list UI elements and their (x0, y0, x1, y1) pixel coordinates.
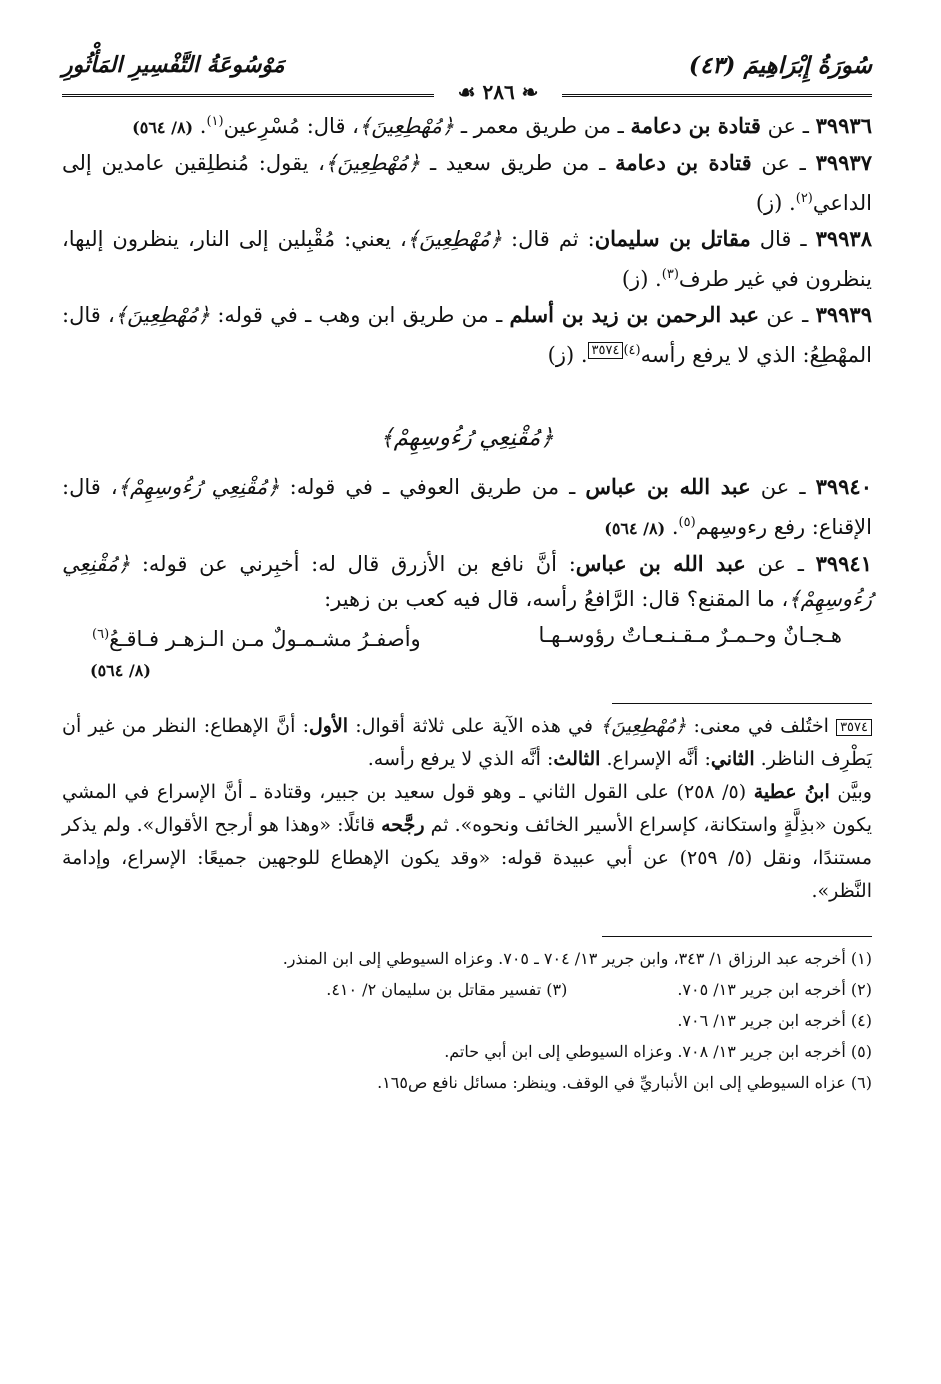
narration-pre: ـ عن (760, 114, 816, 138)
quran-quote: ﴿مُهْطِعِينَ﴾ (406, 227, 503, 251)
narration-number: ٣٩٩٣٩ (815, 302, 872, 327)
narration-text: ، قال: الإقناع: رفع رءوسِهم (62, 475, 872, 539)
narration-39936 (62, 104, 872, 145)
narration-text: ، يعني: مُقْبِلين إلى النار، ينظرون إليها، ينظرون في غير طرف (62, 227, 872, 291)
footnote-marker[interactable]: (٣) (661, 267, 679, 282)
narration-chain: ـ من طريق سعيد ـ (420, 151, 616, 175)
poem-hemistich-2-text: وأصفـرُ مشـمـولٌ مـن الـزهـر فـاقـعُ (109, 627, 421, 651)
narration-chain: ـ من طريق العوفي ـ في قوله: (279, 475, 586, 499)
footnote-4: (٤) أخرجه ابن جرير ١٣/ ٧٠٦. (677, 1011, 872, 1030)
commentary-text: : أنَّ الإهطاع: النظر من غير أن يَطْرِف الناظر. (62, 715, 872, 770)
quran-quote: ﴿مُهْطِعِينَ﴾ (114, 303, 211, 327)
footnote-row-2-3 (62, 974, 872, 1005)
footnote-1: (١) أخرجه عبد الرزاق ١/ ٣٤٣، وابن جرير ١٣/ ٧٠٤ ـ ٧٠٥. وعزاه السيوطي إلى ابن المنذر. (282, 949, 872, 968)
narration-pre: ـ عن (745, 552, 816, 576)
narrator-name: قتادة بن دعامة (615, 150, 752, 175)
section-heading: ﴿مُقْنِعِي رُءُوسِهِمْ﴾ (380, 425, 554, 451)
footnote-marker[interactable]: (٢) (795, 191, 813, 206)
footnotes (62, 943, 872, 1098)
narration-39940 (62, 469, 872, 546)
narration-number: ٣٩٩٣٧ (815, 150, 872, 175)
page-number: ❧ ٢٨٦ ☙ (457, 80, 539, 104)
header-rule-left (62, 94, 434, 97)
footnote-marker[interactable]: (٦) (92, 627, 110, 642)
quran-quote: ﴿مُهْطِعِينَ﴾ (324, 151, 421, 175)
narration-number: ٣٩٩٣٨ (815, 226, 872, 251)
narration-pre: ـ عن (750, 475, 816, 499)
footnote-3: (٣) تفسير مقاتل بن سليمان ٢/ ٤١٠. (326, 980, 568, 999)
narration-text: ، قال: المهْطِعُ: الذي لا يرفع رأسه (62, 303, 872, 367)
commentary-ref-box[interactable]: ٣٥٧٤ (588, 342, 624, 359)
opinion-label: الثاني (710, 748, 755, 770)
poem-verse (62, 617, 872, 657)
narration-pre: ـ عن (751, 151, 816, 175)
narration-chain: : أنَّ نافع بن الأزرق قال له: أخبِرني عن قوله: (130, 552, 576, 576)
narration-pre: ـ عن (759, 303, 816, 327)
narration-tail: . (ز) (755, 191, 796, 215)
commentary-text: اختُلف في معنى: (686, 715, 837, 737)
commentary-text: وبيَّن (829, 781, 872, 803)
narration-chain: ـ من طريق معمر ـ (454, 114, 631, 138)
narration-tail: . (193, 114, 207, 138)
commentary-text: (٥/ ٢٥٨) على القول الثاني ـ وهو قول سعيد بن جبير، وقتادة ـ أنَّ الإسراع في المشي يكون «بذِلَّةٍ واستكانة، كإسراع الأسير الخائف ونحوه». ثم (62, 781, 872, 836)
narration-text: ، ما المقنع؟ قال: الرَّافعُ رأسه، قال فيه كعب بن زهير: (324, 587, 789, 611)
footnote-marker[interactable]: (١) (206, 114, 224, 129)
footnote-5: (٥) أخرجه ابن جرير ١٣/ ٧٠٨. وعزاه السيوطي إلى ابن أبي حاتم. (444, 1042, 872, 1061)
page-number-text: ٢٨٦ (482, 80, 515, 104)
sura-title: سُورَةُ إِبْرَاهِيمَ (٤٣) (688, 52, 872, 79)
narration-39941 (62, 546, 872, 617)
narration-39939 (62, 297, 872, 373)
narration-tail: . (665, 515, 679, 539)
page-header (62, 52, 872, 104)
quran-quote: ﴿مُقْنِعِي رُءُوسِهِمْ﴾ (117, 475, 280, 499)
quran-quote: ﴿مُهْطِعِينَ﴾ (358, 114, 455, 138)
narration-chain: : ثم قال: (502, 227, 595, 251)
header-rule (62, 80, 872, 104)
footnote-marker[interactable]: (٤) (623, 343, 641, 358)
narration-39937 (62, 145, 872, 221)
opinion-label: الأول (308, 715, 349, 737)
narration-39938 (62, 221, 872, 297)
scholar-name: ابنُ عطية (753, 781, 830, 803)
narration-tail: . (ز) (547, 343, 588, 367)
narration-number: ٣٩٩٤١ (815, 551, 872, 576)
quran-quote: ﴿مُهْطِعِينَ﴾ (600, 715, 687, 737)
poem-hemistich-1: هـجـانٌ وحـمـرٌ مـقـنـعـاتٌ رؤوسـهـا (538, 623, 842, 647)
volume-ref: (٨/ ٥٦٤) (90, 661, 151, 680)
narration-text: ، يقول: مُنطلِقين عامدين إلى الداعي (62, 151, 872, 215)
quran-quote: ﴿مُقْنِعِي رُءُوسِهِمْ﴾ (62, 552, 872, 611)
narration-number: ٣٩٩٤٠ (815, 474, 872, 499)
narration-tail: . (ز) (621, 267, 662, 291)
document-page (62, 52, 872, 1098)
header-rule-right (562, 94, 872, 97)
commentary-text: قائلًا: «وهذا هو أرجح الأقوال». ولم يذكر مستندًا، ونقل (٥/ ٢٥٩) عن أبي عبيدة قوله: «وقد يكون الإهطاع للوجهين جميعًا: الإسراع، وإدامة النَّظر». (62, 814, 872, 902)
commentary-text: : أنَّه الذي لا يرفع رأسه. (367, 748, 554, 770)
footnote-2: (٢) أخرجه ابن جرير ١٣/ ٧٠٥. (677, 980, 872, 999)
commentary-emphasis: رجَّحه (381, 814, 425, 836)
narrator-name: عبد الرحمن بن زيد بن أسلم (509, 302, 760, 327)
footnote-6: (٦) عزاه السيوطي إلى ابن الأنباريِّ في الوقف. وينظر: مسائل نافع ص١٦٥. (377, 1073, 872, 1092)
commentary-ref-box: ٣٥٧٤ (836, 719, 872, 736)
narration-number: ٣٩٩٣٦ (815, 113, 872, 138)
narrator-name: قتادة بن دعامة (630, 113, 761, 138)
opinion-label: الثالث (553, 748, 601, 770)
narration-chain: ـ من طريق ابن وهب ـ في قوله: (210, 303, 510, 327)
commentary-block (62, 710, 872, 776)
poem-hemistich-2 (92, 617, 421, 657)
narration-text: ، قال: مُسْرِعين (223, 114, 359, 138)
narrator-name: عبد الله بن عباس (585, 474, 751, 499)
commentary-text: : أنَّه الإسراع. (600, 748, 711, 770)
book-title: مَوْسُوعَةُ التَّفْسِيرِ المَأْثُورِ (62, 52, 285, 78)
narrator-name: عبد الله بن عباس (575, 551, 746, 576)
narrator-name: مقاتل بن سليمان (594, 226, 751, 251)
commentary-block-2 (62, 776, 872, 908)
volume-ref: (٨/ ٥٦٤) (132, 118, 194, 137)
narration-pre: ـ قال (750, 227, 816, 251)
commentary-text: في هذه الآية على ثلاثة أقوال: (348, 715, 601, 737)
volume-ref: (٨/ ٥٦٤) (604, 519, 666, 538)
footnote-marker[interactable]: (٥) (678, 515, 696, 530)
